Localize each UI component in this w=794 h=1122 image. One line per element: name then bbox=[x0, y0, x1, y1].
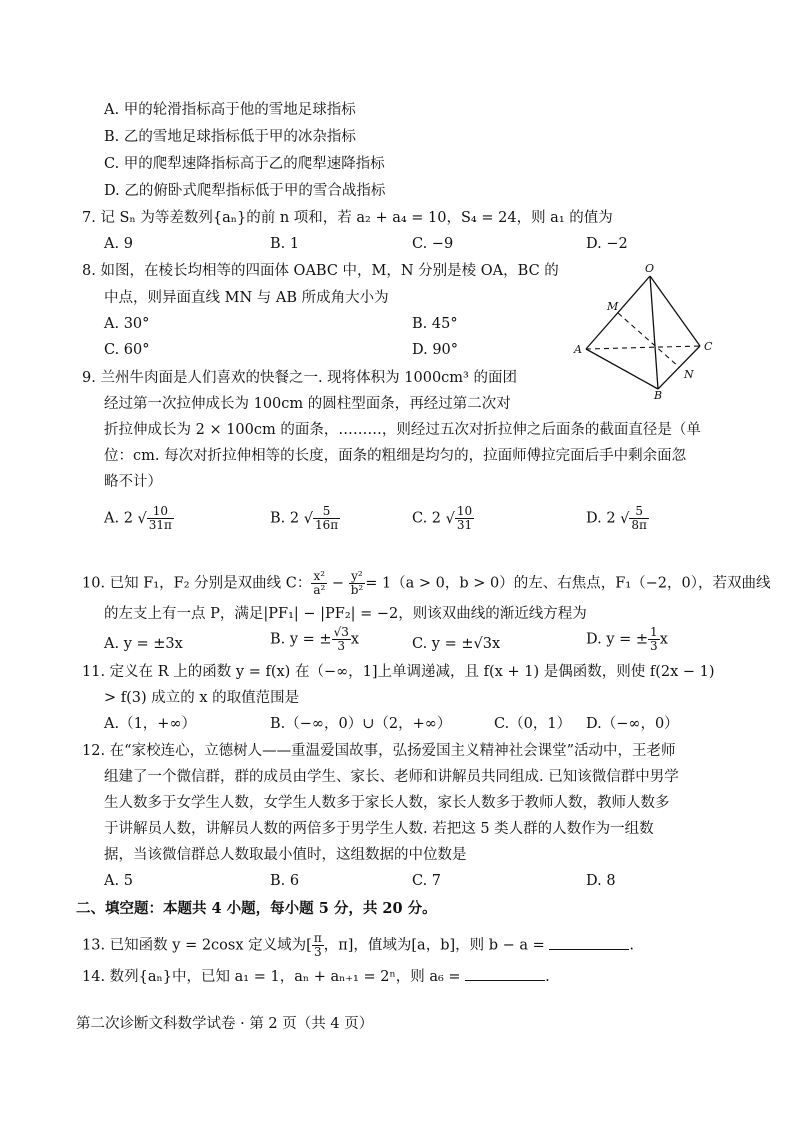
q9-option-d: D. 2 √ $\frac{5}{8\pi}$ bbox=[586, 504, 647, 532]
q9-option-a: A. 2 √ $\frac{10}{31\pi}$ bbox=[104, 504, 172, 532]
q11-option-d: D.（−∞，0） bbox=[586, 716, 679, 732]
q11-stem-line1: 11. 定义在 R 上的函数 y = f(x) 在（−∞，1]上单调递减，且 f(x + 1) 是偶函数，则使 f(2x − 1) bbox=[82, 664, 715, 680]
tetrahedron-figure bbox=[570, 260, 720, 400]
edge-AB bbox=[586, 349, 658, 389]
edge-OC bbox=[650, 276, 700, 346]
q8-stem-line2: 中点，则异面直线 MN 与 AB 所成角大小为 bbox=[104, 290, 389, 306]
sqrt-icon: √ bbox=[303, 510, 313, 527]
q11-option-c: C.（0，1） bbox=[494, 716, 572, 732]
label-O: O bbox=[645, 262, 655, 275]
q7-option-c: C. −9 bbox=[412, 236, 454, 252]
q9-stem-line1: 9. 兰州牛肉面是人们喜欢的快餐之一. 现将体积为 1000cm³ 的面团 bbox=[82, 370, 517, 386]
q12-stem-line5: 据，当该微信群总人数取最小值时，这组数据的中位数是 bbox=[104, 847, 467, 863]
q12-stem-line2: 组建了一个微信群，群的成员由学生、家长、老师和讲解员共同组成. 已知该微信群中男学 bbox=[104, 769, 679, 785]
q11-option-b: B.（−∞，0）∪（2，+∞） bbox=[270, 716, 452, 732]
edge-OB bbox=[650, 276, 658, 389]
q11-option-a: A.（1，+∞） bbox=[104, 716, 197, 732]
q12-stem-line4: 于讲解员人数，讲解员人数的两倍多于男学生人数. 若把这 5 类人群的人数作为一组数 bbox=[104, 821, 654, 837]
q8-option-b: B. 45° bbox=[412, 316, 458, 332]
page-footer: 第二次诊断文科数学试卷 · 第 2 页（共 4 页） bbox=[76, 1016, 374, 1032]
q8-option-d: D. 90° bbox=[412, 342, 459, 358]
q10-stem-line2: 的左支上有一点 P，满足|PF₁| − |PF₂| = −2，则该双曲线的渐近线方程为 bbox=[104, 606, 587, 622]
q11-stem-line2: > f(3) 成立的 x 的取值范围是 bbox=[104, 690, 300, 706]
q7-stem: 7. 记 Sₙ 为等差数列{aₙ}的前 n 项和，若 a₂ + a₄ = 10，S₄ = 24，则 a₁ 的值为 bbox=[82, 210, 613, 226]
q12-stem-line3: 生人数多于女学生人数，女学生人数多于家长人数，家长人数多于教师人数，教师人数多 bbox=[104, 795, 670, 811]
q6-option-d: D. 乙的俯卧式爬犁指标低于甲的雪合战指标 bbox=[104, 183, 386, 199]
q10-stem-line1: 10. 已知 F₁，F₂ 分别是双曲线 C： $\frac{\text{x²}}{\text{a²}}$ − $\frac{\text{y²}}{\text{b²}}$ = 1（a > 0，b > 0）的左、右焦点，F₁（−2，0），若双曲线 bbox=[82, 569, 771, 597]
q10-option-d: D. y = ± $\frac{1}{3}$ x bbox=[586, 625, 668, 653]
q14-answer-blank[interactable] bbox=[465, 980, 545, 981]
sqrt-icon: √ bbox=[620, 510, 630, 527]
q7-option-b: B. 1 bbox=[270, 236, 300, 252]
label-C: C bbox=[704, 340, 713, 353]
edge-AC-dashed bbox=[586, 346, 700, 349]
q12-option-c: C. 7 bbox=[412, 873, 442, 889]
q13-stem: 13. 已知函数 y = 2cosx 定义域为[ $\frac{\pi}{3}$ ，π]，值域为[a，b]，则 b − a = . bbox=[82, 931, 635, 959]
q9-option-c: C. 2 √ $\frac{10}{31}$ bbox=[412, 504, 473, 532]
q9-option-b: B. 2 √ $\frac{5}{16\pi}$ bbox=[270, 504, 339, 532]
label-A: A bbox=[574, 343, 582, 356]
q10-option-c: C. y = ±√3x bbox=[412, 636, 501, 652]
section-heading-fill-in: 二、填空题：本题共 4 小题，每小题 5 分，共 20 分。 bbox=[76, 900, 437, 917]
segment-MN-dashed bbox=[618, 313, 679, 367]
q10-option-b: B. y = ± $\frac{√3}{3}$ x bbox=[270, 625, 360, 653]
q9-stem-line4: 位：cm. 每次对折拉伸相等的长度，面条的粗细是均匀的，拉面师傅拉完面后手中剩余面忽 bbox=[104, 448, 687, 464]
q12-option-b: B. 6 bbox=[270, 873, 300, 889]
q8-option-a: A. 30° bbox=[104, 316, 150, 332]
q7-option-a: A. 9 bbox=[104, 236, 133, 252]
q12-stem-line1: 12. 在“家校连心，立德树人——重温爱国故事，弘扬爱国主义精神社会课堂”活动中，王老师 bbox=[82, 743, 676, 759]
q12-option-a: A. 5 bbox=[104, 873, 133, 889]
label-M: M bbox=[607, 300, 619, 313]
q12-option-d: D. 8 bbox=[586, 873, 616, 889]
label-N: N bbox=[684, 368, 694, 381]
edge-BC bbox=[658, 346, 700, 389]
q7-option-d: D. −2 bbox=[586, 236, 628, 252]
q9-stem-line2: 经过第一次拉伸成长为 100cm 的圆柱型面条，再经过第二次对 bbox=[104, 396, 511, 412]
label-B: B bbox=[654, 389, 663, 400]
q6-option-a: A. 甲的轮滑指标高于他的雪地足球指标 bbox=[104, 102, 356, 118]
sqrt-icon: √ bbox=[137, 510, 147, 527]
q13-answer-blank[interactable] bbox=[549, 949, 629, 950]
q8-option-c: C. 60° bbox=[104, 342, 150, 358]
q6-option-b: B. 乙的雪地足球指标低于甲的冰杂指标 bbox=[104, 129, 356, 145]
q10-option-a: A. y = ±3x bbox=[104, 636, 183, 652]
q6-option-c: C. 甲的爬犁速降指标高于乙的爬犁速降指标 bbox=[104, 156, 385, 172]
q14-stem: 14. 数列{aₙ}中，已知 a₁ = 1，aₙ + aₙ₊₁ = 2ⁿ，则 a₆ = . bbox=[82, 969, 550, 985]
q9-stem-line5: 略不计） bbox=[104, 474, 162, 490]
q8-stem-line1: 8. 如图，在棱长均相等的四面体 OABC 中，M，N 分别是棱 OA，BC 的 bbox=[82, 263, 559, 279]
q9-stem-line3: 折拉伸成长为 2 × 100cm 的面条，………，则经过五次对折拉伸之后面条的截面直径是（单 bbox=[104, 422, 701, 438]
sqrt-icon: √ bbox=[445, 510, 455, 527]
